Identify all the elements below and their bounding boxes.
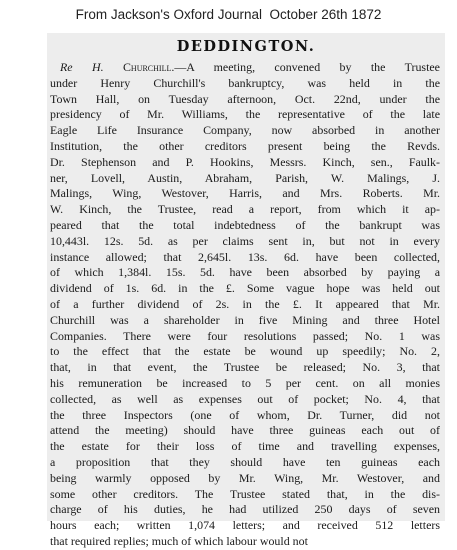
source-caption: From Jackson's Oxford Journal October 26th 1872 bbox=[75, 7, 382, 22]
article-line: ner, Lovell, Austin, Abraham, Parish, W. Malings, J. bbox=[50, 170, 440, 185]
article-line: of a further dividend of 2s. in the £. It appeared that Mr. bbox=[50, 296, 440, 311]
article-line: some other creditors. The Trustee stated that, in the dis- bbox=[50, 486, 440, 501]
lead-rest: .—A meeting, convened by the Trustee bbox=[171, 60, 440, 74]
lead-prefix: Re H. bbox=[60, 60, 123, 74]
article-line: of which 1,384l. 15s. 5d. have been absorbed by paying a bbox=[50, 265, 440, 280]
article-line: Malings, Wing, Westover, Harris, and Mrs. Roberts. Mr. bbox=[50, 186, 440, 201]
article-headline: DEDDINGTON. bbox=[176, 38, 316, 55]
article-line: presidency of Mr. Williams, the representative of the late bbox=[50, 107, 440, 122]
article-line: the three Inspectors (one of whom, Dr. Turner, did not bbox=[50, 407, 440, 422]
newspaper-clipping bbox=[47, 33, 445, 548]
article-line: instance allowed; that 2,645l. 13s. 6d. have been collected, bbox=[50, 249, 440, 264]
article-line: W. Kinch, the Trustee, read a report, from which it ap- bbox=[50, 202, 440, 217]
article-line: a proposition that they should have ten guineas each bbox=[50, 454, 440, 469]
article-line: peared that the total indebtedness of the bankrupt was bbox=[50, 217, 440, 232]
article-line: Institution, the other creditors present being the Revds. bbox=[50, 138, 440, 153]
lead-name: Churchill bbox=[122, 60, 172, 74]
article-body bbox=[50, 60, 440, 550]
article-line: the estate for their loss of time and travelling expenses, bbox=[50, 439, 440, 454]
article-line: 10,443l. 12s. 5d. as per claims sent in, but not in every bbox=[50, 233, 440, 248]
article-line: his remuneration be increased to 5 per cent. on all monies bbox=[50, 375, 440, 390]
article-line: Churchill was a shareholder in five Mining and three Hotel bbox=[50, 312, 440, 327]
article-line bbox=[50, 60, 440, 76]
article-line: Dr. Stephenson and P. Hookins, Messrs. Kinch, sen., Faulk- bbox=[50, 154, 440, 169]
article-line: to the effect that the estate be wound up speedily; No. 2, bbox=[50, 344, 440, 359]
article-line: charge of his duties, he had utilized 250 days of seven bbox=[50, 502, 440, 517]
article-line: that, in that event, the Trustee be released; No. 3, that bbox=[50, 360, 440, 375]
article-line: Town Hall, on Tuesday afternoon, Oct. 22nd, under the bbox=[50, 91, 440, 106]
article-line: dividend of 1s. 6d. in the £. Some vague hope was held out bbox=[50, 281, 440, 296]
article-line: that required replies; much of which labour would not bbox=[50, 533, 308, 548]
article-line: being warmly opposed by Mr. Wing, Mr. Westover, and bbox=[50, 470, 440, 485]
article-line: Companies. There were four resolutions passed; No. 1 was bbox=[50, 328, 440, 343]
article-line: hours each; written 1,074 letters; and received 512 letters bbox=[50, 518, 440, 533]
article-line: Eagle Life Insurance Company, now absorbed in another bbox=[50, 123, 440, 138]
article-line: under Henry Churchill's bankruptcy, was held in the bbox=[50, 75, 440, 90]
article-line: attend the meeting) should have three guineas each out of bbox=[50, 423, 440, 438]
article-line: collected, as well as expenses out of pocket; No. 4, that bbox=[50, 391, 440, 406]
